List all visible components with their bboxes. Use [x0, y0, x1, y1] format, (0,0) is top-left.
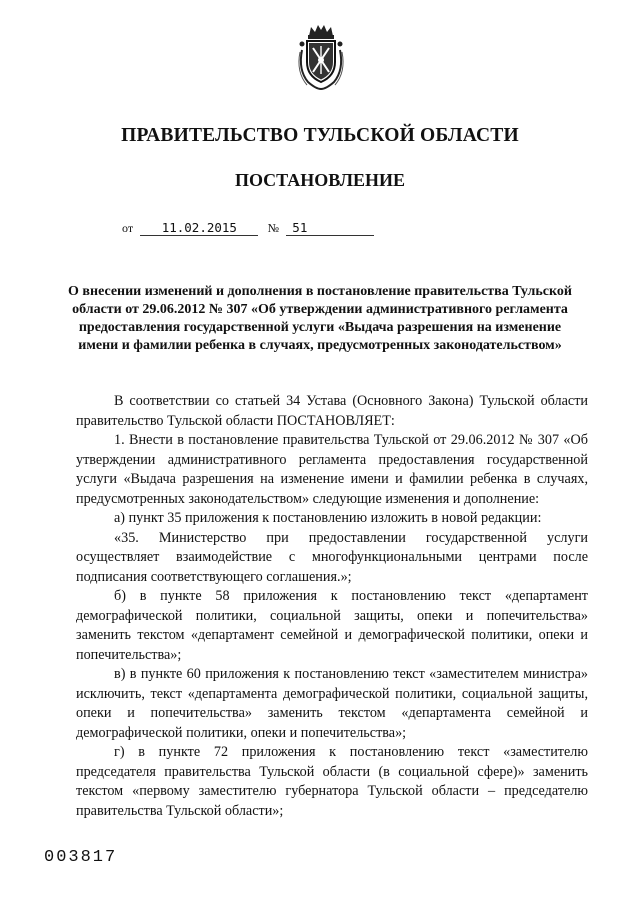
organization-title: ПРАВИТЕЛЬСТВО ТУЛЬСКОЙ ОБЛАСТИ	[121, 125, 519, 146]
document-type-title: ПОСТАНОВЛЕНИЕ	[234, 170, 406, 190]
number-label: №	[267, 221, 280, 235]
body-paragraph: в) в пункте 60 приложения к постановлению текст «заместителем министра» исключить, текст «департамента демографической политики, социальной защиты, опеки и попечительства» заменить текстом «департамента семейной и демографической политики, опеки и попечительства»;	[76, 666, 588, 741]
body-paragraph: г) в пункте 72 приложения к постановлению текст «заместителю председателя правительства Тульской области (в социальной сфере)» заменить текстом «первому заместителю губернатора Тульской области – председателю правительства Тульской области»;	[76, 744, 588, 819]
body-paragraph: б) в пункте 58 приложения к постановлению текст «департамент демографической политики, социальной защиты, опеки и попечительства» заменить текстом «департамент семейной и демографической политики, опеки и попечительства»;	[76, 588, 588, 663]
date-label: от	[122, 221, 134, 235]
body-paragraph: а) пункт 35 приложения к постановлению изложить в новой редакции:	[114, 510, 542, 526]
document-number: 51	[286, 220, 374, 236]
serial-number: 003817	[44, 848, 118, 867]
date-number-line	[122, 220, 374, 236]
body-paragraph: «35. Министерство при предоставлении государственной услуги осуществляет взаимодействие с многофункциональными центрами после подписания соответствующего соглашения.»;	[76, 529, 588, 585]
document-body	[76, 392, 588, 821]
document-subject: О внесении изменений и дополнения в постановление правительства Тульской области от 29.06.2012 № 307 «Об утверждении административного регламента предоставления государственной услуги «Выдача разрешения на изменение имени и фамилии ребенка в случаях, предусмотренных законодательством»	[68, 284, 572, 353]
body-paragraph: 1. Внести в постановление правительства Тульской от 29.06.2012 № 307 «Об утверждении административного регламента предоставления государственной услуги «Выдача разрешения на изменение имени и фамилии ребенка в случаях, предусмотренных законодательством» следующие изменения и дополнение:	[76, 432, 588, 507]
document-date: 11.02.2015	[140, 220, 258, 236]
coat-of-arms-emblem	[294, 22, 348, 92]
coat-of-arms-icon	[294, 22, 348, 92]
body-paragraph: В соответствии со статьей 34 Устава (Основного Закона) Тульской области правительство Тульской области ПОСТАНОВЛЯЕТ:	[76, 393, 588, 429]
